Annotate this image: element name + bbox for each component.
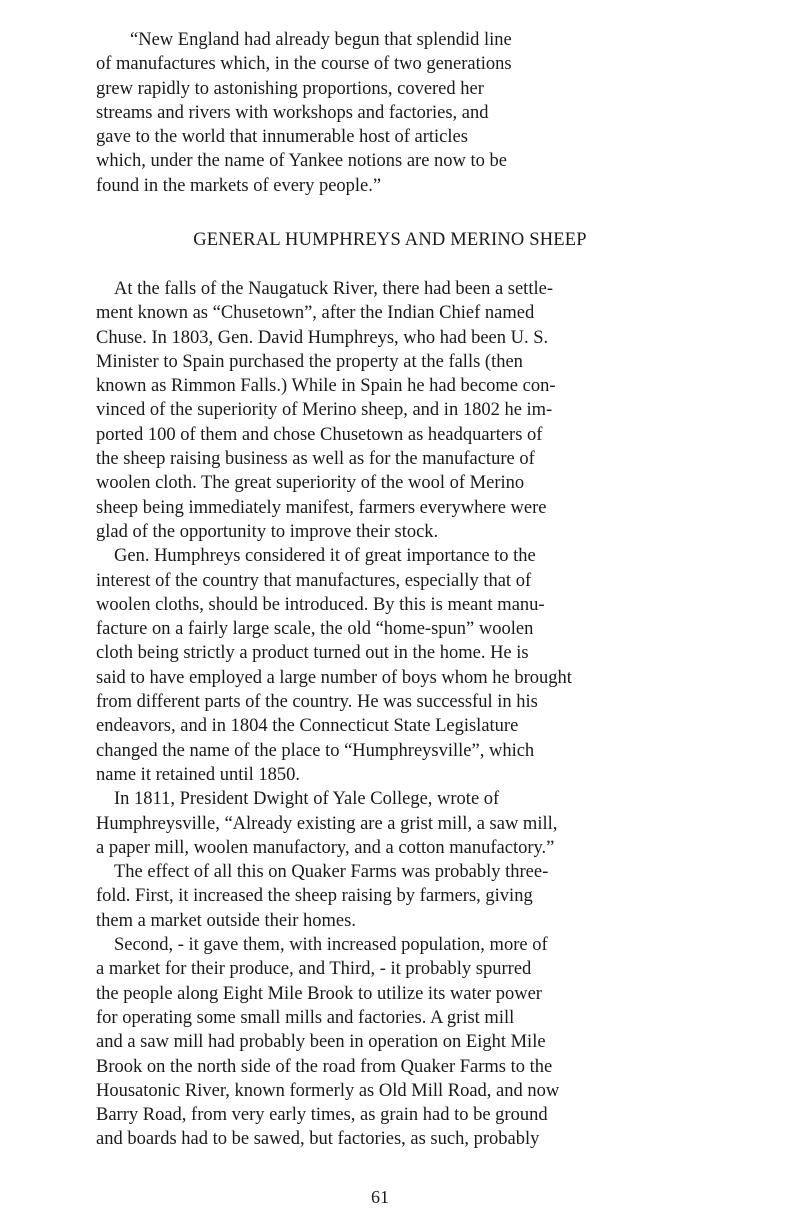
body-line: vinced of the superiority of Merino sheep, and in 1802 he im- [96,400,553,421]
quote-line: which, under the name of Yankee notions are now to be [96,151,508,172]
body-line: for operating some small mills and factories. A grist mill [96,1007,515,1028]
quote-line: “New England had already begun that splendid line [130,30,512,50]
body-line: ment known as “Chusetown”, after the Indian Chief named [96,303,535,324]
body-line: Barry Road, from very early times, as grain had to be ground [96,1105,548,1126]
quote-line: of manufactures which, in the course of two generations [96,54,512,75]
body-line: a paper mill, woolen manufactory, and a cotton manufactory.” [96,837,555,858]
body-line: endeavors, and in 1804 the Connecticut State Legislature [96,716,519,737]
body-line: cloth being strictly a product turned out in the home. He is [96,643,529,664]
body-line: fold. First, it increased the sheep raising by farmers, giving [96,886,533,907]
body-line: Brook on the north side of the road from Quaker Farms to the [96,1056,553,1077]
section-heading [0,230,800,251]
body-line: from different parts of the country. He was successful in his [96,692,538,713]
quotation-block [96,28,696,198]
quote-line: grew rapidly to astonishing proportions, covered her [96,78,484,99]
body-line: In 1811, President Dwight of Yale College, wrote of [114,789,500,810]
body-line: Minister to Spain purchased the property at the falls (then [96,351,523,372]
body-line: Second, - it gave them, with increased population, more of [114,935,548,956]
body-text [96,277,726,1152]
body-line: ported 100 of them and chose Chusetown as headquarters of [96,424,543,445]
section-heading-text: GENERAL HUMPHREYS AND MERINO SHEEP [193,230,587,250]
body-line: sheep being immediately manifest, farmers everywhere were [96,497,547,518]
body-line: changed the name of the place to “Humphreysville”, which [96,740,535,761]
page-number: 61 [371,1187,389,1207]
body-line: At the falls of the Naugatuck River, there had been a settle- [114,279,553,299]
body-line: known as Rimmon Falls.) While in Spain he had become con- [96,376,556,397]
body-line: and a saw mill had probably been in operation on Eight Mile [96,1032,546,1053]
body-line: them a market outside their homes. [96,910,356,931]
quote-line: streams and rivers with workshops and factories, and [96,102,489,123]
body-line: facture on a fairly large scale, the old “home-spun” woolen [96,619,534,640]
body-line: Housatonic River, known formerly as Old Mill Road, and now [96,1080,560,1101]
body-line: woolen cloths, should be introduced. By this is meant manu- [96,594,545,615]
body-line: and boards had to be sawed, but factories, as such, probably [96,1129,540,1150]
body-line: the people along Eight Mile Brook to utilize its water power [96,983,542,1004]
body-line: glad of the opportunity to improve their stock. [96,521,439,542]
body-line: name it retained until 1850. [96,764,300,785]
quote-line: found in the markets of every people.” [96,175,382,196]
body-line: said to have employed a large number of boys whom he brought [96,667,572,688]
page-number-area [0,1187,800,1208]
body-line: Humphreysville, “Already existing are a grist mill, a saw mill, [96,813,558,834]
body-line: the sheep raising business as well as for the manufacture of [96,449,535,470]
body-line: interest of the country that manufactures, especially that of [96,570,532,591]
body-line: a market for their produce, and Third, - it probably spurred [96,959,532,980]
body-line: woolen cloth. The great superiority of the wool of Merino [96,473,525,494]
body-line: Chuse. In 1803, Gen. David Humphreys, who had been U. S. [96,327,549,348]
body-line: The effect of all this on Quaker Farms was probably three- [114,862,549,883]
body-line: Gen. Humphreys considered it of great importance to the [114,546,536,567]
quote-line: gave to the world that innumerable host of articles [96,127,468,148]
